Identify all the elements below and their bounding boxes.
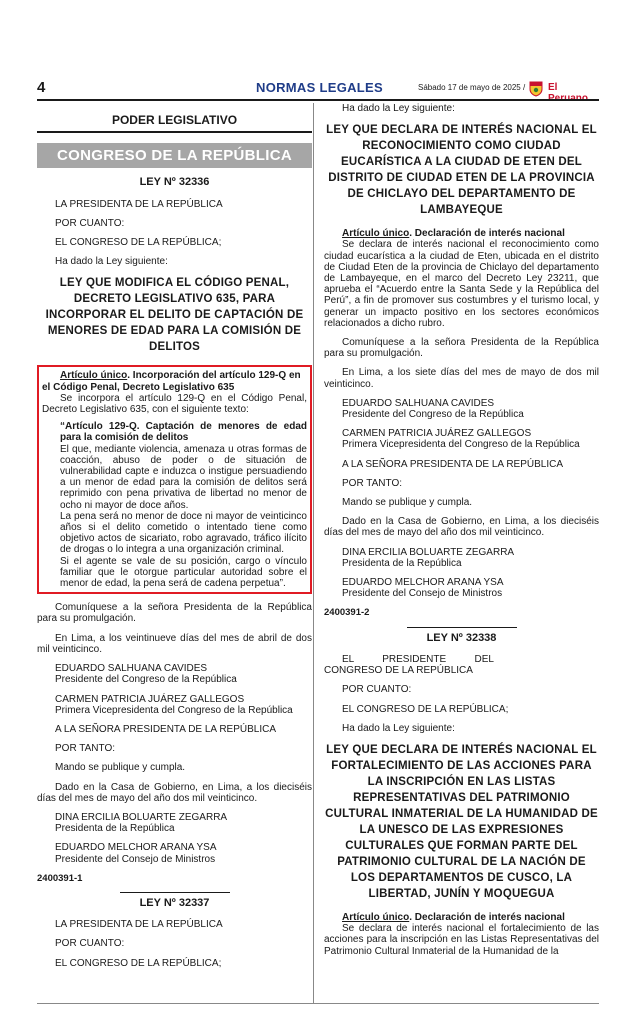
paragraph: Mando se publique y cumpla. — [342, 497, 473, 509]
paragraph: EL CONGRESO DE LA REPÚBLICA; — [55, 957, 222, 969]
paragraph: POR CUANTO: — [342, 684, 412, 696]
signatory-name: CARMEN PATRICIA JUÁREZ GALLEGOS — [342, 428, 532, 440]
header-rule — [37, 99, 599, 101]
signature-block — [342, 398, 599, 420]
signature-block — [55, 694, 312, 716]
publication-name: NORMAS LEGALES — [256, 80, 383, 95]
highlighted-article — [37, 365, 312, 594]
document-code: 2400391-1 — [37, 872, 83, 884]
signature-block — [55, 663, 312, 685]
signatory-name: EDUARDO SALHUANA CAVIDES — [55, 663, 208, 675]
law-number: LEY Nº 32336 — [139, 176, 210, 189]
paragraph: A LA SEÑORA PRESIDENTA DE LA REPÚBLICA — [342, 458, 564, 470]
law-separator — [407, 627, 517, 628]
article-title: . Declaración de interés nacional — [409, 228, 565, 240]
paragraph: EL CONGRESO DE LA REPÚBLICA; — [55, 237, 222, 249]
law-separator — [120, 892, 230, 893]
law-title: LEY QUE DECLARA DE INTERÉS NACIONAL EL FORTALECIMIENTO DE LAS ACCIONES PARA LA INSCRIPCIÓN EN LAS LISTAS REPRESENTATIVAS DEL PATRIMONIO CULTURAL INMATERIAL DE LA HUMANIDAD DE LA UNESCO DE LAS EXPRESIONES CULTURALES QUE FORMAN PARTE DEL PATRIMONIO CULTURAL DE LA NACIÓN DE LOS DEPARTAMENTOS DE CUSCO, LA LIBERTAD, JUNÍN Y MOQUEGUA — [325, 743, 598, 900]
peru-coat-of-arms-icon — [527, 79, 545, 97]
quote-heading: “Artículo 129-Q. Captación de menores de edad para la comisión de delitos — [60, 421, 307, 444]
signatory-name: EDUARDO SALHUANA CAVIDES — [342, 397, 495, 409]
signatory-name: EDUARDO MELCHOR ARANA YSA — [55, 842, 217, 854]
article-heading — [42, 370, 307, 392]
paragraph: POR CUANTO: — [55, 938, 125, 950]
article-heading — [324, 912, 599, 923]
signature-block — [55, 842, 312, 864]
law-title: LEY QUE DECLARA DE INTERÉS NACIONAL EL RECONOCIMIENTO COMO CIUDAD EUCARÍSTICA A LA CIUDAD DE ETEN DEL DISTRITO DE CIUDAD ETEN DE LA PROVINCIA DE CHICLAYO DEL DEPARTAMENTO DE LAMBAYEQUE — [326, 124, 597, 217]
paragraph: Dado en la Casa de Gobierno, en Lima, a los dieciséis días del mes de mayo del año dos mil veinticinco. — [37, 781, 312, 804]
signatory-role: Presidente del Consejo de Ministros — [55, 853, 216, 865]
signatory-role: Presidente del Congreso de la República — [55, 674, 237, 686]
signatory-role: Presidenta de la República — [55, 823, 175, 835]
signatory-role: Primera Vicepresidenta del Congreso de la República — [55, 704, 293, 716]
quote-paragraph: El que, mediante violencia, amenaza u otras formas de coacción, abuso de poder o de situación de vulnerabilidad capte e induzca o instigue persuadiendo a un menor de edad para la comisión de delitos será reprimido con pena privativa de libertad no menor de ocho ni mayor de doce años. — [60, 443, 307, 511]
article-title: . Incorporación del artículo 129-Q en el Código Penal, Decreto Legislativo 635 — [42, 370, 301, 393]
left-column — [37, 103, 312, 977]
section-title: PODER LEGISLATIVO — [37, 109, 312, 133]
law-number: LEY Nº 32338 — [426, 631, 497, 644]
paragraph: A LA SEÑORA PRESIDENTA DE LA REPÚBLICA — [55, 723, 277, 735]
paragraph: POR CUANTO: — [55, 217, 125, 229]
signatory-role: Primera Vicepresidenta del Congreso de la República — [342, 439, 580, 451]
brand-name: El — [548, 82, 558, 93]
paragraph: Comuníquese a la señora Presidenta de la República para su promulgación. — [324, 337, 599, 360]
column-divider — [313, 103, 314, 1003]
signature-block — [342, 577, 599, 599]
article-title: . Declaración de interés nacional — [409, 911, 565, 923]
document-code: 2400391-2 — [324, 607, 370, 619]
article-heading — [324, 228, 599, 239]
paragraph: En Lima, a los veintinueve días del mes de abril de dos mil veinticinco. — [37, 632, 312, 655]
paragraph: LA PRESIDENTA DE LA REPÚBLICA — [55, 919, 223, 931]
article-label: Artículo único — [342, 911, 410, 923]
quote-paragraph: Si el agente se vale de su posición, cargo o vínculo familiar que le otorgue particular autoridad sobre el menor de edad, la pena será de cadena perpetua”. — [60, 555, 307, 590]
article-body: Se incorpora el artículo 129-Q en el Código Penal, Decreto Legislativo 635, con el siguiente texto: — [42, 392, 307, 416]
page-header — [37, 79, 599, 101]
publication-date: Sábado 17 de mayo de 2025 / — [418, 83, 526, 92]
page-number: 4 — [37, 79, 46, 96]
paragraph: Ha dado la Ley siguiente: — [342, 103, 455, 114]
article-body: Se declara de interés nacional el fortalecimiento de las acciones para la inscripción en las Listas Representativas del Patrimonio Cultural Inmaterial de la Humanidad de la — [324, 923, 599, 957]
paragraph: En Lima, a los siete días del mes de mayo de dos mil veinticinco. — [324, 367, 599, 390]
article-label: Artículo único — [60, 370, 128, 382]
paragraph: POR TANTO: — [55, 743, 116, 755]
congress-banner: CONGRESO DE LA REPÚBLICA — [37, 143, 312, 168]
quote-paragraph: La pena será no menor de doce ni mayor de veinticinco años si el delito cometido o intentado tiene como objetivo actos de sicariato, robo agravado, tráfico ilícito de drogas o lo integra a una organización criminal. — [60, 510, 307, 556]
signature-block — [342, 547, 599, 569]
footer-rule — [37, 1003, 599, 1004]
quoted-article — [60, 421, 307, 589]
signature-block — [55, 812, 312, 834]
paragraph: Comuníquese a la señora Presidenta de la República para su promulgación. — [37, 602, 312, 625]
law-number: LEY Nº 32337 — [139, 896, 210, 909]
paragraph: Dado en la Casa de Gobierno, en Lima, a los dieciséis días del mes de mayo del año dos mil veinticinco. — [324, 516, 599, 539]
signatory-role: Presidente del Consejo de Ministros — [342, 588, 503, 600]
right-column — [324, 103, 599, 965]
paragraph: EL CONGRESO DE LA REPÚBLICA; — [342, 703, 509, 715]
signature-block — [342, 428, 599, 450]
article-body: Se declara de interés nacional el reconocimiento como ciudad eucarística a la ciudad de Eten, ubicada en el distrito de Ciudad Eten de la provincia de Chiclayo del departamento de Lambayeque, en el marco del Decreto Ley 23211, que aprueba el “Acuerdo entre la Santa Sede y la República del Perú”, a fin de promover sus costumbres y el turismo local, y generar un impacto positivo en los sectores económicos relacionados a dicho rubro. — [324, 239, 599, 329]
signatory-name: DINA ERCILIA BOLUARTE ZEGARRA — [55, 811, 228, 823]
signatory-role: Presidenta de la República — [342, 557, 462, 569]
signatory-role: Presidente del Congreso de la República — [342, 409, 524, 421]
law-title: LEY QUE MODIFICA EL CÓDIGO PENAL, DECRETO LEGISLATIVO 635, PARA INCORPORAR EL DELITO DE CAPTACIÓN DE MENORES DE EDAD PARA LA COMISIÓN DE DELITOS — [45, 277, 304, 354]
signatory-name: DINA ERCILIA BOLUARTE ZEGARRA — [342, 546, 515, 558]
paragraph: Ha dado la Ley siguiente: — [55, 256, 168, 268]
signatory-name: CARMEN PATRICIA JUÁREZ GALLEGOS — [55, 693, 245, 705]
paragraph: LA PRESIDENTA DE LA REPÚBLICA — [55, 198, 223, 210]
paragraph: EL PRESIDENTE DEL CONGRESO DE LA REPÚBLICA — [324, 653, 494, 677]
paragraph: POR TANTO: — [342, 477, 403, 489]
paragraph: Mando se publique y cumpla. — [55, 762, 186, 774]
signatory-name: EDUARDO MELCHOR ARANA YSA — [342, 577, 504, 589]
paragraph: Ha dado la Ley siguiente: — [342, 722, 455, 734]
article-label: Artículo único — [342, 228, 410, 240]
